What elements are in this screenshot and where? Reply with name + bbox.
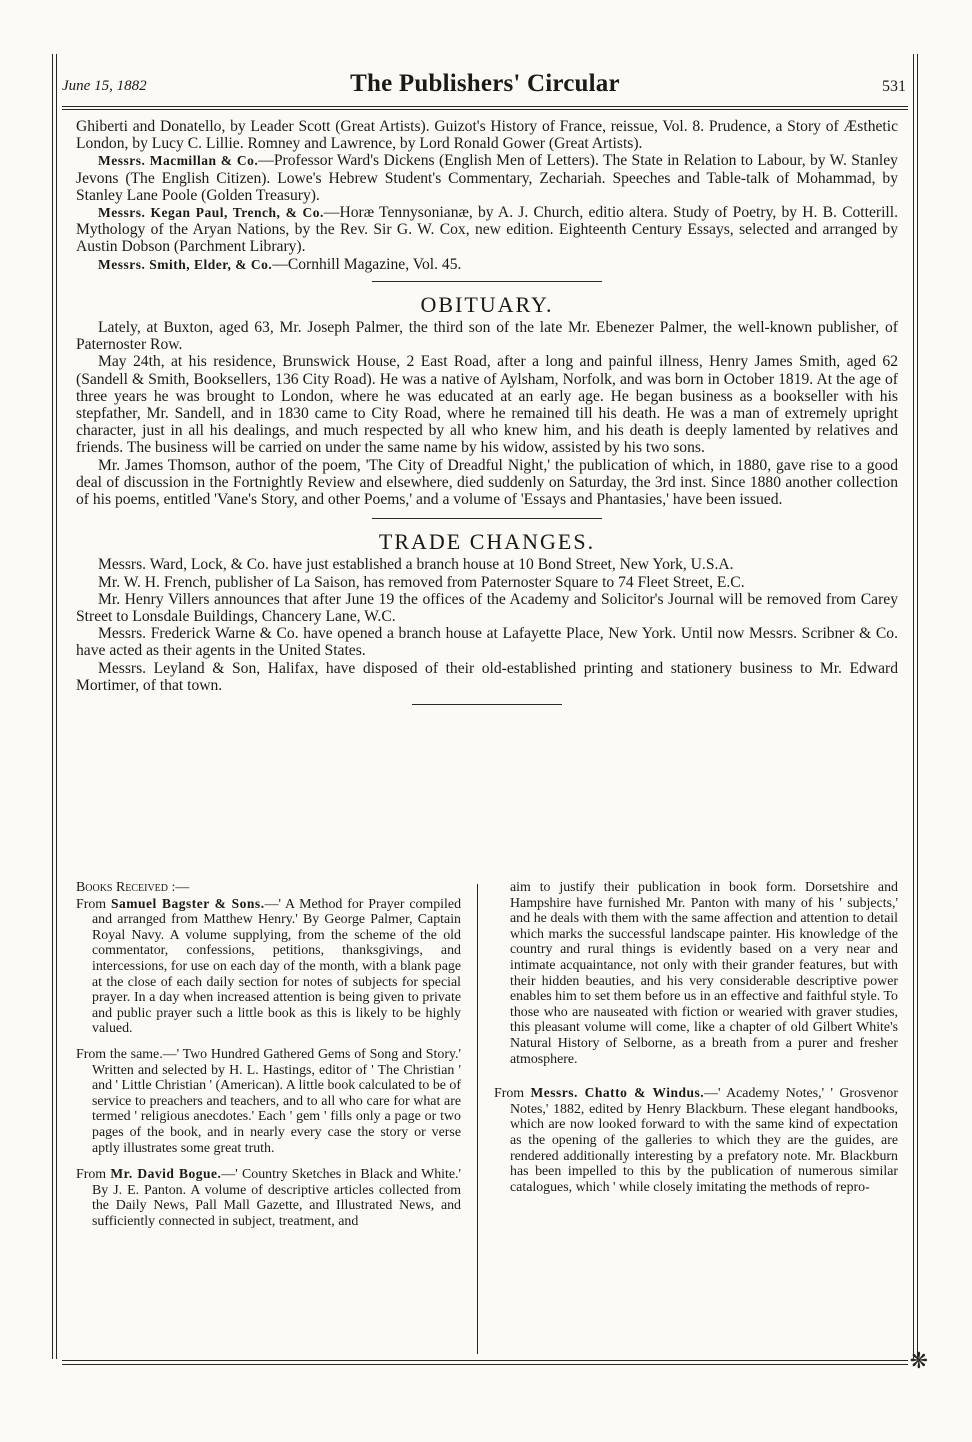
column-divider — [477, 884, 478, 1354]
trade-change-paragraph: Messrs. Leyland & Son, Halifax, have disposed of their old-established printing and stationery business to Mr. Edward Mortimer, of that town. — [76, 659, 898, 694]
trade-change-paragraph: Messrs. Frederick Warne & Co. have opened a branch house at Lafayette Place, New York. Until now Messrs. Scribner & Co. have acted as their agents in the United States. — [76, 625, 898, 660]
header-rule-thin — [62, 109, 908, 110]
listing-smith-elder — [76, 256, 898, 273]
book-notice — [76, 1166, 461, 1229]
header-rule — [62, 106, 908, 107]
section-divider — [412, 704, 562, 705]
listing-macmillan — [76, 152, 898, 204]
book-notice: From the same.—' Two Hundred Gathered Gems of Song and Story.' Written and selected by H. L. Hastings, editor of ' The Christian ' and ' Little Christian ' (American). A little book calculated to be of service to preachers and teachers, and to all who care for what are termed ' religious anecdotes.' Each ' gem ' fills only a page or two pages of the book, and in nearly every case the story or verse aptly illustrates some great truth. — [76, 1046, 461, 1156]
right-border-rule — [913, 54, 914, 1359]
trade-change-paragraph: Mr. Henry Villers announces that after June 19 the offices of the Academy and Solicitor's Journal will be removed from Carey Street to Lonsdale Buildings, Chancery Lane, W.C. — [76, 590, 898, 626]
section-divider — [372, 281, 602, 282]
book-notice — [494, 1085, 898, 1195]
footer-rule-thin — [62, 1364, 908, 1365]
trade-change-paragraph: Messrs. Ward, Lock, & Co. have just established a branch house at 10 Bond Street, New York, U.S.A. — [98, 556, 734, 574]
binding-ornament-icon: ❋ — [909, 1348, 928, 1373]
trade-changes-heading: TRADE CHANGES. — [378, 529, 596, 555]
books-received-columns — [76, 880, 898, 1360]
from-label: From — [494, 1086, 531, 1102]
journal-title: The Publishers' Circular — [350, 70, 620, 97]
book-notice-continued: aim to justify their publication in book form. Dorsetshire and Hampshire have furnished Mr. Panton with many of his ' subjects,' and he deals with them with the same affection and attention to detail which marks the successful landscape painter. His knowledge of the country and rural things is evidently based on a very near and intimate acquaintance, not only with their grander features, but with their hidden beauties, and his very considerable descriptive power enables him to set them before us in an effective and faithful style. To those who are nauseated with fiction or wearied with graver studies, this pleasant volume will come, like a chapter of old Gilbert White's Natural History of Selborne, as a breath from a purer and fresher atmosphere. — [510, 880, 898, 1067]
book-notice — [76, 896, 461, 1037]
trade-change-paragraph: Mr. W. H. French, publisher of La Saison, has removed from Paternoster Square to 74 Fleet Street, E.C. — [98, 573, 745, 591]
obituary-paragraph: Mr. James Thomson, author of the poem, 'The City of Dreadful Night,' the publication of which, in 1880, gave rise to a good deal of discussion in the Fortnightly Review and elsewhere, died suddenly on Saturday, the 3rd inst. Since 1880 another collection of his poems, entitled 'Vane's Story, and other Poems,' and a volume of 'Essays and Phantasies,' have been issued. — [76, 456, 898, 509]
from-label: From — [76, 896, 111, 912]
notice-text: —' A Method for Prayer compiled and arranged from Matthew Henry.' By George Palmer, Captain Royal Navy. A volume supplying, from the scheme of the old commentator, confessions, petitions, thanksgivings, and intercessions, for use on each day of the month, with a blank page at the close of each daily section for notes of subjects for special prayer. In a day when increased attention is being given to private and public prayer such a little book as this is likely to be highly valued. — [92, 896, 462, 1037]
issue-date: June 15, 1882 — [62, 78, 147, 94]
running-head — [62, 70, 908, 106]
page-frame — [54, 58, 928, 1373]
footer-rule — [62, 1360, 908, 1361]
publisher-name: Messrs. Smith, Elder, & Co. — [98, 256, 273, 272]
obituary-paragraph: May 24th, at his residence, Brunswick House, 2 East Road, after a long and painful illness, Henry James Smith, aged 62 (Sandell & Smith, Booksellers, 136 City Road). He was a native of Aylsham, Norfolk, and was born in October 1819. At the age of three years he was brought to London, where he was educated at an early age. He began business as a bookseller with his stepfather, Mr. Sandell, and in 1830 came to City Road, where he remained till his death. He was a man of extremely upright character, just in all his dealings, and much respected by all who knew him, and his death is deeply lamented by relatives and friends. The business will be carried on under the same name by his widow, assisted by his two sons. — [76, 353, 898, 457]
section-divider — [372, 518, 602, 519]
listing-text: —Horæ Tennysonianæ, by A. J. Church, editio altera. Study of Poetry, by H. B. Cotterill. Mythology of the Aryan Nations, by the Rev. Sir G. W. Cox, new edition. Eighteenth Century Essays, selected and arranged by Austin Dobson (Parchment Library). — [76, 204, 898, 256]
notice-text: —' Country Sketches in Black and White.' By J. E. Panton. A volume of descriptive articles collected from the Daily News, Pall Mall Gazette, and Illustrated News, and sufficiently connected in subject, treatment, and — [92, 1167, 461, 1229]
books-received-heading: Books Received :— — [76, 880, 190, 895]
listing-text: —Professor Ward's Dickens (English Men of Letters). The State in Relation to Labour, by W. Stanley Jevons (The English Citizen). Lowe's Hebrew Student's Commentary, Zechariah. Speeches and Table-talk of Mohammad, by Stanley Lane Poole (Golden Treasury). — [76, 152, 898, 204]
publisher-name: Messrs. Macmillan & Co. — [98, 153, 259, 169]
listing-paragraph: Ghiberti and Donatello, by Leader Scott (Great Artists). Guizot's History of France, reissue, Vol. 8. Prudence, a Story of Æsthetic London, by Lucy C. Lillie. Romney and Lawrence, by Lord Ronald Gower (Great Artists). — [76, 118, 898, 153]
main-content — [76, 118, 898, 707]
left-border-rule — [52, 54, 53, 1359]
listing-kegan-paul — [76, 204, 898, 256]
page-number: 531 — [882, 78, 906, 95]
obituary-paragraph: Lately, at Buxton, aged 63, Mr. Joseph Palmer, the third son of the late Mr. Ebenezer Palmer, the well-known publisher, of Paternoster Row. — [76, 319, 898, 354]
notice-text: —' Academy Notes,' ' Grosvenor Notes,' 1882, edited by Henry Blackburn. These elegant handbooks, which are now looked forward to with the same kind of expectation as the opening of the galleries to which they are the guides, are rendered additionally interesting by a prefatory note. Mr. Blackburn has been impelled to this by the publication of numerous similar catalogues, which ' while closely imitating the methods of repro- — [510, 1086, 898, 1195]
publisher-name: Messrs. Chatto & Windus. — [530, 1085, 705, 1101]
left-column — [76, 880, 461, 1239]
publisher-name: Samuel Bagster & Sons. — [110, 895, 265, 911]
publisher-name: Messrs. Kegan Paul, Trench, & Co. — [98, 205, 324, 221]
from-label: From — [76, 1167, 111, 1183]
listing-text: —Cornhill Magazine, Vol. 45. — [272, 255, 462, 273]
right-column — [494, 880, 898, 1205]
publisher-name: Mr. David Bogue. — [110, 1166, 222, 1182]
obituary-heading: OBITUARY. — [420, 291, 554, 317]
